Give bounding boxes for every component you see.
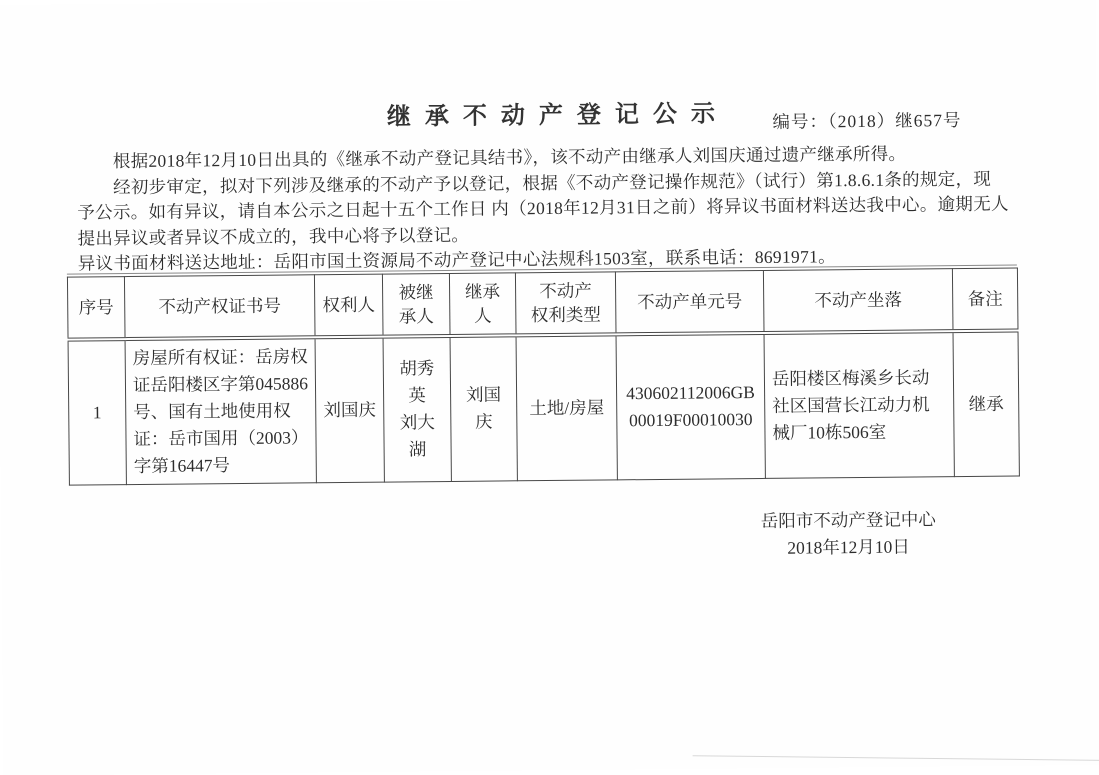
cell-location: 岳阳楼区梅溪乡长动 社区国营长江动力机 械厂10栋506室 [764, 331, 954, 479]
property-table-wrap [67, 265, 1019, 486]
cell-cert-no: 房屋所有权证：岳房权 证岳阳楼区字第045886 号、国有土地使用权 证：岳市国用（2003） 字第16447号 [125, 337, 316, 485]
col-header-decedent: 被继 承人 [382, 273, 450, 336]
cell-remark: 继承 [953, 330, 1019, 477]
col-header-remark: 备注 [952, 268, 1018, 331]
cell-heir: 刘国庆 [450, 335, 517, 482]
col-header-right-type: 不动产 权利类型 [515, 272, 616, 335]
table-row [68, 330, 1019, 485]
cell-right-type: 土地/房屋 [516, 334, 617, 481]
org-name: 岳阳市不动产登记中心 [760, 509, 936, 531]
col-header-seq: 序号 [67, 277, 125, 340]
cell-seq: 1 [68, 339, 126, 486]
cell-holder: 刘国庆 [315, 336, 384, 483]
cell-unit-no: 430602112006GB 00019F00010030 [616, 332, 765, 479]
page-title: 继承不动产登记公示 [386, 101, 730, 131]
cell-decedent: 胡秀英 刘大湖 [383, 335, 451, 482]
issue-date: 2018年12月10日 [787, 536, 910, 558]
doc-number: 编号：（2018）继657号 [772, 110, 962, 132]
col-header-location: 不动产坐落 [763, 269, 953, 333]
body-line-1: 根据2018年12月10日出具的《继承不动产登记具结书》，该不动产由继承人刘国庆通过遗产继承所得。 [112, 143, 907, 172]
table-header-row [67, 268, 1018, 339]
body-line-3: 予公示。如有异议，请自本公示之日起十五个工作日 内（2018年12月31日之前）将异议书面材料送达我中心。逾期无人 [77, 193, 1009, 223]
body-line-2: 经初步审定，拟对下列涉及继承的不动产予以登记，根据《不动产登记操作规范》（试行）第1.8.6.1条的规定，现 [112, 168, 992, 197]
col-header-heir: 继承人 [449, 273, 516, 336]
col-header-unit-no: 不动产单元号 [615, 270, 764, 333]
body-line-5: 异议书面材料送达地址：岳阳市国土资源局不动产登记中心法规科1503室，联系电话：8691971。 [77, 246, 837, 274]
property-table [67, 268, 1020, 486]
col-header-cert-no: 不动产权证书号 [124, 275, 315, 339]
signature-block [698, 506, 998, 562]
scan-edge-artifact [693, 755, 1099, 761]
body-line-4: 提出异议或者异议不成立的，我中心将予以登记。 [77, 224, 470, 249]
col-header-holder: 权利人 [314, 274, 383, 337]
notice-body [77, 140, 1066, 277]
